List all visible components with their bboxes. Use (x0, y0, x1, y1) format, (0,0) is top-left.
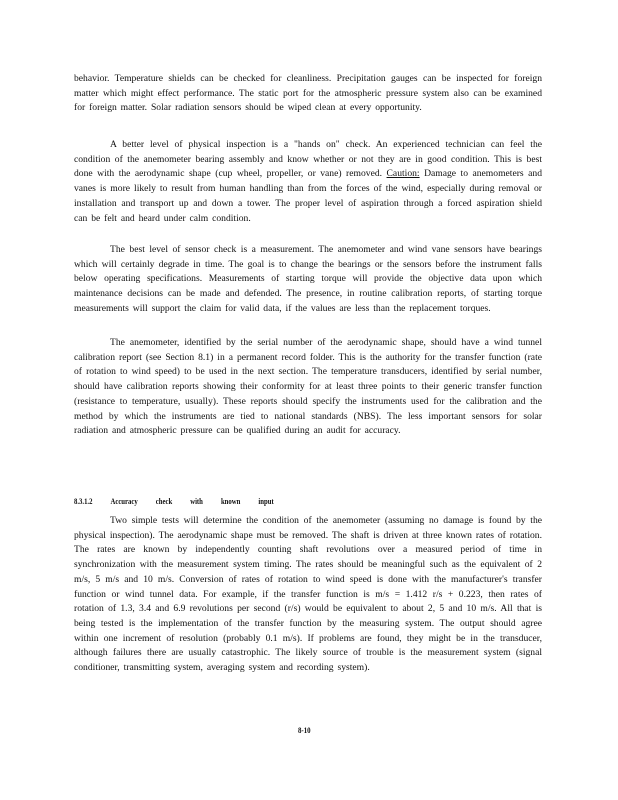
section-title-word: check (155, 497, 173, 506)
paragraph-text: Damage to anemometers and vanes is more likely to result from human handling than from the forces of the wind, especially during removal or installation and transport up and down a tower. The proper level of aspiration through a forced aspiration shield can be felt and heard under calm condition. (74, 168, 542, 224)
paragraph-text: The anemometer, identified by the serial number of the aerodynamic shape, should have a wind tunnel calibration report (see Section 8.1) in a permanent record folder. This is the authority for the transfer function (rate of rotation to wind speed) to be used in the next section. The temperature transducers, identified by serial number, should have calibration reports showing their conformity for at least three points to their generic transfer function (resistance to temperature, usually). These reports should specify the instruments used for the calibration and the method by which the instruments are tied to national standards (NBS). The less important sensors for solar radiation and atmospheric pressure can be qualified during an audit for accuracy. (74, 337, 542, 437)
section-title-word: known (220, 497, 241, 506)
paragraph-text: behavior. Temperature shields can be checked for cleanliness. Precipitation gauges can be inspected for foreign matter which might effect performance. The static port for the atmospheric pressure system also can be examined for foreign matter. Solar radiation sensors should be wiped clean at every opportunity. (74, 73, 542, 114)
section-title-word: with (190, 497, 203, 506)
section-number: 8.3.1.2 (74, 497, 93, 506)
paragraph-text: Two simple tests will determine the condition of the anemometer (assuming no damage is found by the physical inspection). The aerodynamic shape must be removed. The shaft is driven at three known rates of rotation. The rates are known by independently counting shaft revolutions over a measured period of time in synchronization with the measurement system timing. The rates should be meaningful such as the equivalent of 2 m/s, 5 m/s and 10 m/s. Conversion of rates of rotation to wind speed is done with the manufacturer's transfer function or wind tunnel data. For example, if the transfer function is m/s = 1.412 r/s + 0.223, then rates of rotation of 1.3, 3.4 and 6.9 revolutions per second (r/s) would be equivalent to about 2, 5 and 10 m/s. All that is being tested is the implementation of the transfer function by the measuring system. The output should agree within one increment of resolution (probably 0.1 m/s). If problems are found, they might be in the transducer, although failures there are usually catastrophic. The likely source of trouble is the measurement system (signal conditioner, transmitting system, averaging system and recording system). (74, 515, 542, 674)
paragraph-sensor-measurement (74, 243, 542, 317)
paragraph-text: The best level of sensor check is a measurement. The anemometer and wind vane sensors have bearings which will certainly degrade in time. The goal is to change the bearings or the sensors before the instrument falls below operating specifications. Measurements of starting torque will provide the objective data upon which maintenance decisions can be made and defended. The presence, in routine calibration reports, of starting torque measurements will support the claim for valid data, if the values are less than the replacement torques. (74, 244, 542, 314)
paragraph-hands-on-inspection (74, 138, 542, 226)
paragraph-calibration-report (74, 336, 542, 439)
paragraph-inspection-continued (74, 72, 542, 116)
paragraph-text: A better level of physical inspection is a "hands on" check. An experienced technician can feel the condition of the anemometer bearing assembly and know whether or not they are in good condition. This is best done with the aerodynamic shape (cup wheel, propeller, or vane) removed. (74, 139, 542, 180)
section-title-word: Accuracy (110, 497, 138, 506)
paragraph-accuracy-tests (74, 514, 542, 676)
section-heading (74, 496, 292, 508)
caution-label: Caution: (386, 168, 420, 180)
page-number: 8-10 (298, 726, 311, 735)
section-title-word: input (258, 497, 274, 506)
